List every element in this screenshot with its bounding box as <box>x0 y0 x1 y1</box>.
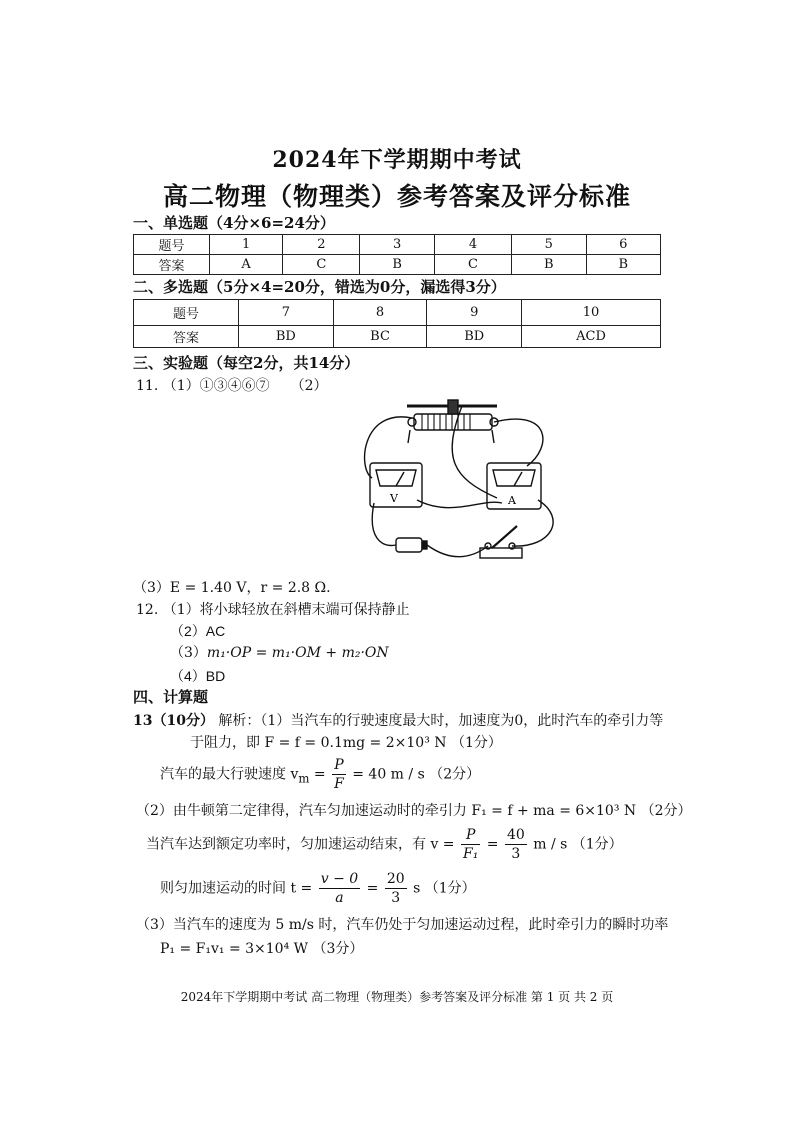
wire-battery-switch <box>427 545 488 557</box>
fraction-p-over-f1: $\frac{P}{\text{F₁}}$ <box>463 827 479 862</box>
fraction-p-over-f: $\frac{P}{F}$ <box>334 757 344 792</box>
q13-d-tail: m / s （1分） <box>528 836 623 853</box>
table-cell: 5 <box>512 235 586 255</box>
table-cell: 1 <box>210 235 283 255</box>
wire-voltmeter-ammeter <box>417 500 502 508</box>
document-subtitle: 高二物理（物理类）参考答案及评分标准 <box>162 182 631 211</box>
ammeter-dial <box>493 470 535 486</box>
circuit-diagram <box>352 388 587 608</box>
voltmeter-needle <box>396 472 404 486</box>
table-cell: 2 <box>283 235 360 255</box>
q13-b-subscript: m <box>298 771 310 786</box>
q13-head: 13（10分） <box>133 713 214 729</box>
ammeter-needle <box>514 472 522 486</box>
ammeter-label: A <box>508 494 516 507</box>
q13-e-tail: s （1分） <box>408 880 476 897</box>
q13-line-b <box>160 756 480 793</box>
page-footer: 2024年下学期期中考试 高二物理（物理类）参考答案及评分标准 第 1 页 共 2 页 <box>180 990 614 1004</box>
table-cell: 4 <box>434 235 511 255</box>
rheostat-leg-left <box>408 430 410 443</box>
q11-line-3: （3）E = 1.40 V，r = 2.8 Ω. <box>133 580 331 596</box>
table-cell: BC <box>333 326 427 348</box>
battery-terminal <box>422 541 427 549</box>
q13-line-f2: P₁ = F₁v₁ = 3×10⁴ W （3分） <box>160 941 364 957</box>
q13-b-text: 汽车的最大行驶速度 v <box>160 766 299 783</box>
wire-rheostat-voltmeter <box>365 417 412 478</box>
fraction-v-over-a: $\frac{v - 0}{a}$ <box>320 871 359 906</box>
q13-line-d <box>146 826 623 863</box>
table-cell: C <box>434 255 511 275</box>
single-choice-table <box>133 234 661 275</box>
q13-text: 解析：（1）当汽车的行驶速度最大时，加速度为0，此时汽车的牵引力等 <box>218 713 664 729</box>
fraction-20-over-3: $\frac{20}{3}$ <box>386 871 405 906</box>
q11-line-1: 11. （1）①③④⑥⑦ （2） <box>136 378 328 394</box>
switch-lever <box>492 526 517 548</box>
table-cell: B <box>586 255 660 275</box>
q13-line-f1: （3）当汽车的速度为 5 m/s 时，汽车仍处于匀加速运动过程，此时牵引力的瞬时功率 <box>136 917 669 933</box>
q13-line-a2: 于阻力，即 F = f = 0.1mg = 2×10³ N （1分） <box>190 735 502 751</box>
multiple-choice-table <box>133 299 661 348</box>
rheostat-coil <box>422 414 470 430</box>
table-row-header: 题号 <box>134 300 239 326</box>
battery-cell <box>396 538 422 552</box>
table-cell: B <box>360 255 434 275</box>
document-title: 2024年下学期期中考试 <box>272 147 522 173</box>
q13-line-a1 <box>133 710 663 730</box>
momentum-equation: m₁·OP = m₁·OM + m₂·ON <box>206 645 389 661</box>
q13-line-e <box>160 870 476 907</box>
voltmeter-label: V <box>390 492 398 505</box>
wire-rheostat-ammeter <box>494 419 543 466</box>
section-multiple-choice: 二、多选题（5分×4=20分，错选为0分，漏选得3分） <box>133 278 506 296</box>
q12-line-3 <box>170 642 389 662</box>
table-cell: 8 <box>333 300 427 326</box>
rheostat-leg-right <box>492 430 494 443</box>
table-cell: B <box>512 255 586 275</box>
q12-line-1: 12. （1）将小球轻放在斜槽末端可保持静止 <box>136 602 410 618</box>
q12-line-4: （4）BD <box>170 668 226 684</box>
table-cell: BD <box>427 326 522 348</box>
wire-voltmeter-battery <box>372 503 396 546</box>
q13-d-text: 当汽车达到额定功率时，匀加速运动结束，有 v = <box>146 836 459 853</box>
wire-ammeter-switch <box>512 500 553 546</box>
table-cell: 7 <box>239 300 334 326</box>
fraction-40-over-3: $\frac{40}{3}$ <box>506 827 525 862</box>
q13-b-tail: = 40 m / s （2分） <box>347 766 481 783</box>
table-cell: 9 <box>427 300 522 326</box>
q13-e-equals: = <box>362 880 383 897</box>
q13-e-text: 则匀加速运动的时间 t = <box>160 880 317 897</box>
table-cell: A <box>210 255 283 275</box>
rheostat-terminal-left <box>408 418 416 426</box>
table-cell: 3 <box>360 235 434 255</box>
q12-line-3-label: （3） <box>170 645 207 661</box>
switch-base <box>480 548 522 558</box>
table-cell: BD <box>239 326 334 348</box>
table-row-header: 答案 <box>134 255 210 275</box>
table-row-header: 答案 <box>134 326 239 348</box>
table-cell: 10 <box>522 300 661 326</box>
table-cell: 6 <box>586 235 660 255</box>
q13-line-c: （2）由牛顿第二定律得，汽车匀加速运动时的牵引力 F₁ = f + ma = 6×10³ N （2分） <box>136 803 692 819</box>
section-experiment: 三、实验题（每空2分，共14分） <box>133 354 360 372</box>
q12-line-2: （2）AC <box>170 623 226 639</box>
q13-d-equals: = <box>482 836 503 853</box>
table-cell: C <box>283 255 360 275</box>
table-row-header: 题号 <box>134 235 210 255</box>
rheostat-slider <box>448 400 458 414</box>
q13-b-equals: = <box>309 766 331 783</box>
rheostat-body <box>414 414 492 430</box>
section-single-choice: 一、单选题（4分×6=24分） <box>133 214 335 232</box>
section-calculation: 四、计算题 <box>133 688 209 706</box>
voltmeter-dial <box>376 470 416 486</box>
table-cell: ACD <box>522 326 661 348</box>
